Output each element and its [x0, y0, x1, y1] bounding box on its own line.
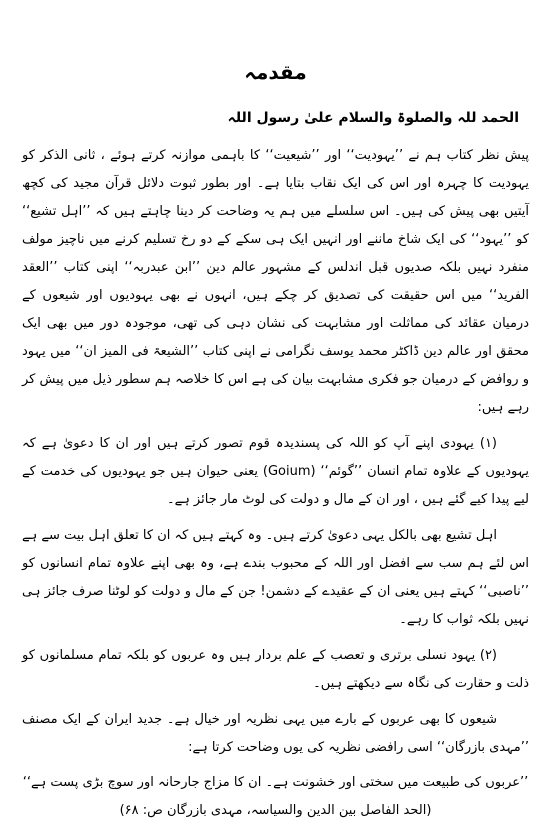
page-title: مقدمہ	[244, 60, 307, 84]
paragraph-arabs: شیعوں کا بھی عربوں کے بارے میں یہی نظریہ اور خیال ہے۔ جدید ایران کے ایک مصنف ’’مہدی بازرگان‘‘ اسی رافضی نظریہ کی یوں وضاحت کرتا ہے:	[22, 712, 529, 755]
invocation-line: الحمد للہ والصلوۃ والسلام علیٰ رسول اللہ	[227, 110, 519, 126]
paragraph-shia-claim: اہل تشیع بھی بالکل یہی دعویٰ کرتے ہیں۔ وہ کہتے ہیں کہ ان کا تعلق اہل بیت سے ہے اس لئے ہم سب سے افضل اور اللہ کے محبوب بندے ہے، وہ بھی اپنے علاوہ تمام انسانوں کو ’’ناصبی‘‘ کہتے ہیں یعنی ان کے عقیدے کے دشمن! جن کے مال و دولت کو لوٹنا صرف جائز ہی نہیں بلکہ ثواب کا رہے۔	[22, 528, 529, 627]
paragraph-point-2: (۲) یہود نسلی برتری و تعصب کے علم بردار ہیں وہ عربوں کو بلکہ تمام مسلمانوں کو ذلت و حقارت کی نگاہ سے دیکھتے ہیں۔	[22, 648, 529, 691]
paragraph-point-1: (۱) یہودی اپنے آپ کو اللہ کی پسندیدہ قوم تصور کرتے ہیں اور ان کا دعویٰ ہے کہ یہودیوں کے علاوہ تمام انسان ’’گوئم‘‘ (Goium) یعنی حیوان ہیں جو یہودیوں کی خدمت کے لیے پیدا کیے گئے ہیں ، اور ان کے مال و دولت کی لوٹ مار جائز ہے۔	[22, 436, 529, 507]
document-page	[22, 18, 529, 818]
block-quote: ’’عربوں کی طبیعت میں سختی اور خشونت ہے۔ ان کا مزاج جارحانہ اور سوچ بڑی پست ہے‘‘	[22, 775, 529, 790]
paragraph-intro: پیش نظر کتاب ہم نے ’’یہودیت‘‘ اور ’’شیعیت‘‘ کا باہمی موازنہ کرتے ہوئے ، ثانی الذکر کو یہودیت کا چہرہ اور اس کی ایک نقاب بتایا ہے۔ اور بطور ثبوت دلائل قرآن مجید کی کچھ آیتیں بھی پیش کی ہیں۔ اس سلسلے میں ہم یہ وضاحت کر دینا چاہتے ہیں کہ ’’اہل تشیع‘‘ کو ’’یہود‘‘ کی ایک شاخ ماننے اور انہیں ایک ہی سکے کے دو رخ تسلیم کرنے میں ناچیز مولف منفرد نہیں بلکہ صدیوں قبل اندلس کے مشہور عالم دین ’’ابن عبدربہ‘‘ اپنی کتاب ’’العقد الفرید‘‘ میں اس حقیقت کی تصدیق کر چکے ہیں، انہوں نے بھی یہودیوں اور شیعوں کے درمیان عقائد کی مماثلت اور مشابہت کی نشان دہی کی تھی، موجودہ دور میں بھی ایک محقق اور عالم دین ڈاکٹر محمد یوسف نگرامی نے اپنی کتاب ’’الشیعۃ فی المیز ان‘‘ میں یہود و روافض کے درمیان جو فکری مشابہت بیان کی ہے اس کا خلاصہ ہم سطور ذیل میں پیش کر رہے ہیں:	[22, 148, 529, 415]
citation: (الحد الفاصل بین الدین والسیاسہ، مہدی بازرگان ص: ۶۸)	[119, 803, 432, 818]
